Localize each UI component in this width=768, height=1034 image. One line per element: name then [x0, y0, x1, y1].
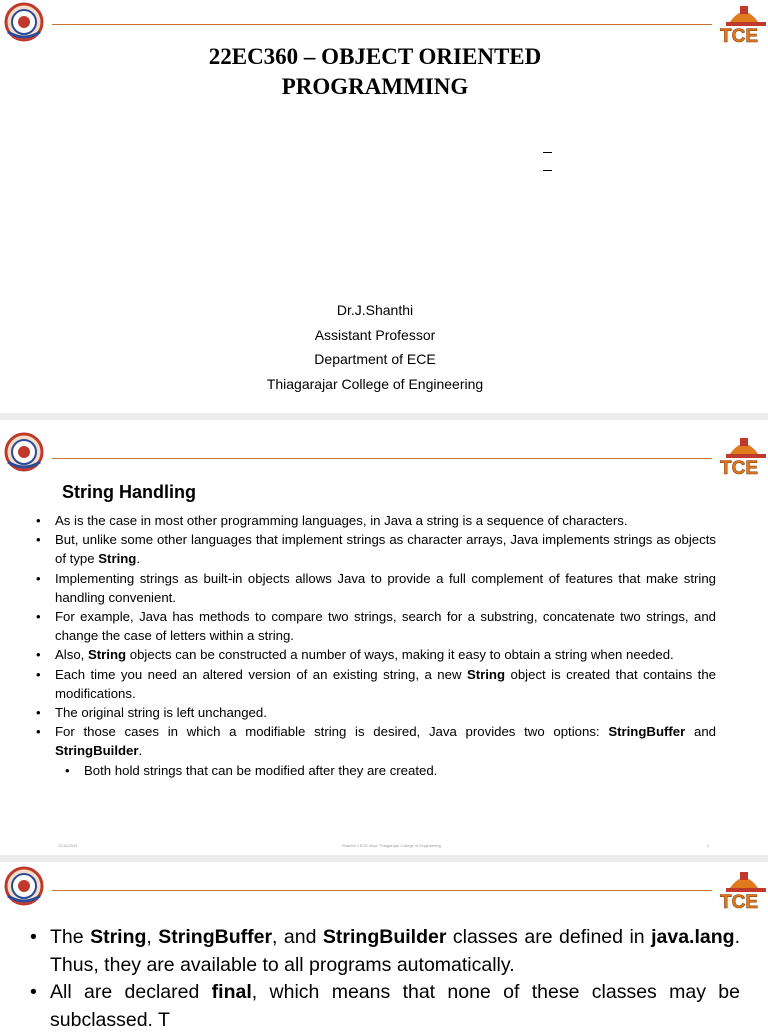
- bullet-dot: •: [30, 926, 37, 948]
- title-slide: [0, 0, 768, 413]
- bullet-item: [36, 607, 716, 645]
- svg-text:TCE: TCE: [720, 26, 758, 46]
- slide-separator: [0, 413, 768, 420]
- tce-logo: [716, 866, 768, 912]
- bullet-dot: •: [36, 532, 41, 548]
- bullet-text: The original string is left unchanged.: [55, 705, 267, 721]
- author-college: Thiagarajar College of Engineering: [266, 375, 484, 392]
- bullet-text: Both hold strings that can be modified after they are created.: [84, 762, 438, 778]
- course-title: [0, 42, 750, 102]
- bold-term: StringBuffer: [608, 724, 686, 740]
- bullet-text: .: [138, 743, 143, 759]
- bullet-dot: •: [36, 724, 41, 740]
- bullet-dot: •: [36, 609, 41, 625]
- sub-bullet-item: [36, 761, 716, 780]
- tce-logo: [716, 0, 768, 46]
- bullet-text: Implementing strings as built-in objects allows Java to provide a full complement of features that make string handling convenient.: [55, 570, 716, 605]
- bold-term: String: [98, 551, 137, 567]
- slide-heading: String Handling: [62, 482, 196, 502]
- footer-date: 11/11/2024: [58, 843, 78, 848]
- header-rule: [52, 458, 712, 459]
- bullet-item: [36, 722, 716, 760]
- bullet-list: [36, 511, 716, 780]
- bold-term: String: [466, 666, 506, 682]
- bullet-dot: •: [36, 647, 41, 663]
- title-line-2: PROGRAMMING: [281, 74, 469, 99]
- bullet-text: and: [685, 724, 717, 740]
- bold-term: java.lang: [651, 926, 735, 948]
- bullet-text: , which means that none of these classes may be subclassed. T: [50, 981, 740, 1031]
- bullet-item: [36, 569, 716, 607]
- bullet-dot: •: [36, 666, 41, 682]
- bullet-text: ,: [146, 926, 159, 948]
- bullet-dot: •: [65, 762, 70, 778]
- bullet-text: object is created that contains the modifications.: [55, 666, 716, 701]
- bullet-item: [30, 979, 740, 1034]
- bullet-text: But, unlike some other languages that implement strings as character arrays, Java implements strings as objects of type: [55, 532, 716, 567]
- bold-term: final: [211, 981, 252, 1003]
- bullet-item: [36, 645, 716, 664]
- bullet-text: objects can be constructed a number of ways, making it easy to obtain a string when needed.: [126, 647, 674, 663]
- bullet-dot: •: [30, 981, 37, 1003]
- college-seal-logo: [2, 432, 46, 472]
- bullet-dot: •: [36, 513, 41, 528]
- bold-term: StringBuffer: [158, 926, 273, 948]
- bullet-item: [30, 924, 740, 979]
- bullet-item: [36, 665, 716, 703]
- college-seal-logo: [2, 2, 46, 42]
- bullet-text: For example, Java has methods to compare two strings, search for a substring, concatenate two strings, and change the case of letters within a string.: [55, 609, 716, 644]
- svg-text:TCE: TCE: [720, 458, 758, 478]
- title-line-1: 22EC360 – OBJECT ORIENTED: [208, 44, 542, 69]
- bullet-text: classes are defined in: [446, 926, 652, 948]
- college-seal-logo: [2, 866, 46, 906]
- slide-separator: [0, 855, 768, 862]
- svg-text:TCE: TCE: [720, 892, 758, 912]
- bullet-dot: •: [36, 570, 41, 586]
- bold-term: String: [87, 647, 127, 663]
- bold-term: StringBuilder: [55, 743, 139, 759]
- bullet-text: .: [136, 551, 141, 567]
- dash-mark: [543, 152, 552, 153]
- tce-logo: [716, 432, 768, 478]
- author-department: Department of ECE: [314, 351, 436, 367]
- header-rule: [52, 24, 712, 25]
- author-name: Dr.J.Shanthi: [336, 302, 414, 318]
- bullet-item: [36, 703, 716, 722]
- bullet-text: Also,: [55, 647, 88, 663]
- bullet-dot: •: [36, 705, 41, 721]
- bullet-item: [36, 511, 716, 530]
- dash-mark: [543, 170, 552, 171]
- footer-page: 2: [707, 843, 710, 848]
- bullet-text: . Thus, they are available to all programs automatically.: [50, 926, 740, 976]
- author-block: [0, 298, 750, 396]
- bullet-list-large: [30, 924, 740, 1034]
- bold-term: StringBuilder: [322, 926, 447, 948]
- bullet-text: , and: [272, 926, 323, 948]
- bullet-text: Each time you need an altered version of an existing string, a new: [55, 666, 467, 682]
- header-rule: [52, 890, 712, 891]
- footer-center: Shanthi J ECE dept, Thiagarajar College of Engineering: [342, 843, 441, 848]
- bullet-text: All are declared: [50, 981, 212, 1003]
- bold-term: String: [90, 926, 147, 948]
- bullet-text: The: [50, 926, 91, 948]
- bullet-text: For those cases in which a modifiable string is desired, Java provides two options:: [55, 724, 609, 740]
- bullet-item: [36, 530, 716, 568]
- bullet-text: As is the case in most other programming languages, in Java a string is a sequence of characters.: [55, 513, 628, 528]
- author-designation: Assistant Professor: [314, 326, 436, 343]
